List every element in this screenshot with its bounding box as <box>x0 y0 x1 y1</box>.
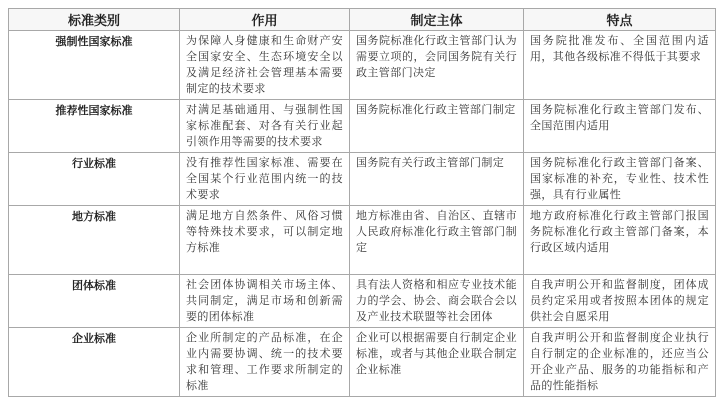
feature-cell: 自我声明公开和监督制度企业执行自行制定的企业标准的，还应当公开企业产品、服务的功能指标和产品的性能指标 <box>524 328 716 397</box>
category-cell: 推荐性国家标准 <box>9 100 180 153</box>
category-cell: 企业标准 <box>9 328 180 397</box>
feature-cell: 国务院批准发布、全国范围内适用，其他各级标准不得低于其要求 <box>524 31 716 100</box>
header-feature: 特点 <box>524 9 716 31</box>
role-cell: 满足地方自然条件、风俗习惯等特殊技术要求，可以制定地方标准 <box>180 206 350 275</box>
role-cell: 对满足基础通用、与强制性国家标准配套、对各有关行业起引领作用等需要的技术要求 <box>180 100 350 153</box>
table-row <box>9 153 716 206</box>
role-cell: 没有推荐性国家标准、需要在全国某个行业范围内统一的技术要求 <box>180 153 350 206</box>
category-cell: 地方标准 <box>9 206 180 275</box>
header-body: 制定主体 <box>350 9 524 31</box>
body-cell: 企业可以根据需要自行制定企业标准，或者与其他企业联合制定企业标准 <box>350 328 524 397</box>
header-category: 标准类别 <box>9 9 180 31</box>
table-row <box>9 206 716 275</box>
role-cell: 企业所制定的产品标准，在企业内需要协调、统一的技术要求和管理、工作要求所制定的标准 <box>180 328 350 397</box>
body-cell: 国务院标准化行政主管部门制定 <box>350 100 524 153</box>
body-cell: 国务院有关行政主管部门制定 <box>350 153 524 206</box>
feature-cell: 地方政府标准化行政主管部门报国务院标准化行政主管部门备案，本行政区域内适用 <box>524 206 716 275</box>
header-row <box>9 9 716 31</box>
feature-cell: 国务院标准化行政主管部门发布、全国范围内适用 <box>524 100 716 153</box>
body-cell: 国务院标准化行政主管部门认为需要立项的，会同国务院有关行政主管部门决定 <box>350 31 524 100</box>
table-row <box>9 31 716 100</box>
body-cell: 具有法人资格和相应专业技术能力的学会、协会、商会联合会以及产业技术联盟等社会团体 <box>350 275 524 328</box>
body-cell: 地方标准由省、自治区、直辖市人民政府标准化行政主管部门制定 <box>350 206 524 275</box>
role-cell: 为保障人身健康和生命财产安全国家安全、生态环境安全以及满足经济社会管理基本需要制定的技术要求 <box>180 31 350 100</box>
category-cell: 行业标准 <box>9 153 180 206</box>
table-row <box>9 100 716 153</box>
header-role: 作用 <box>180 9 350 31</box>
category-cell: 团体标准 <box>9 275 180 328</box>
role-cell: 社会团体协调相关市场主体、共同制定，满足市场和创新需要的团体标准 <box>180 275 350 328</box>
category-cell: 强制性国家标准 <box>9 31 180 100</box>
table-row <box>9 328 716 397</box>
feature-cell: 自我声明公开和监督制度，团体成员约定采用或者按照本团体的规定供社会自愿采用 <box>524 275 716 328</box>
standards-table <box>8 8 716 397</box>
table-row <box>9 275 716 328</box>
feature-cell: 国务院标准化行政主管部门备案、国家标准的补充，专业性、技术性强，具有行业属性 <box>524 153 716 206</box>
